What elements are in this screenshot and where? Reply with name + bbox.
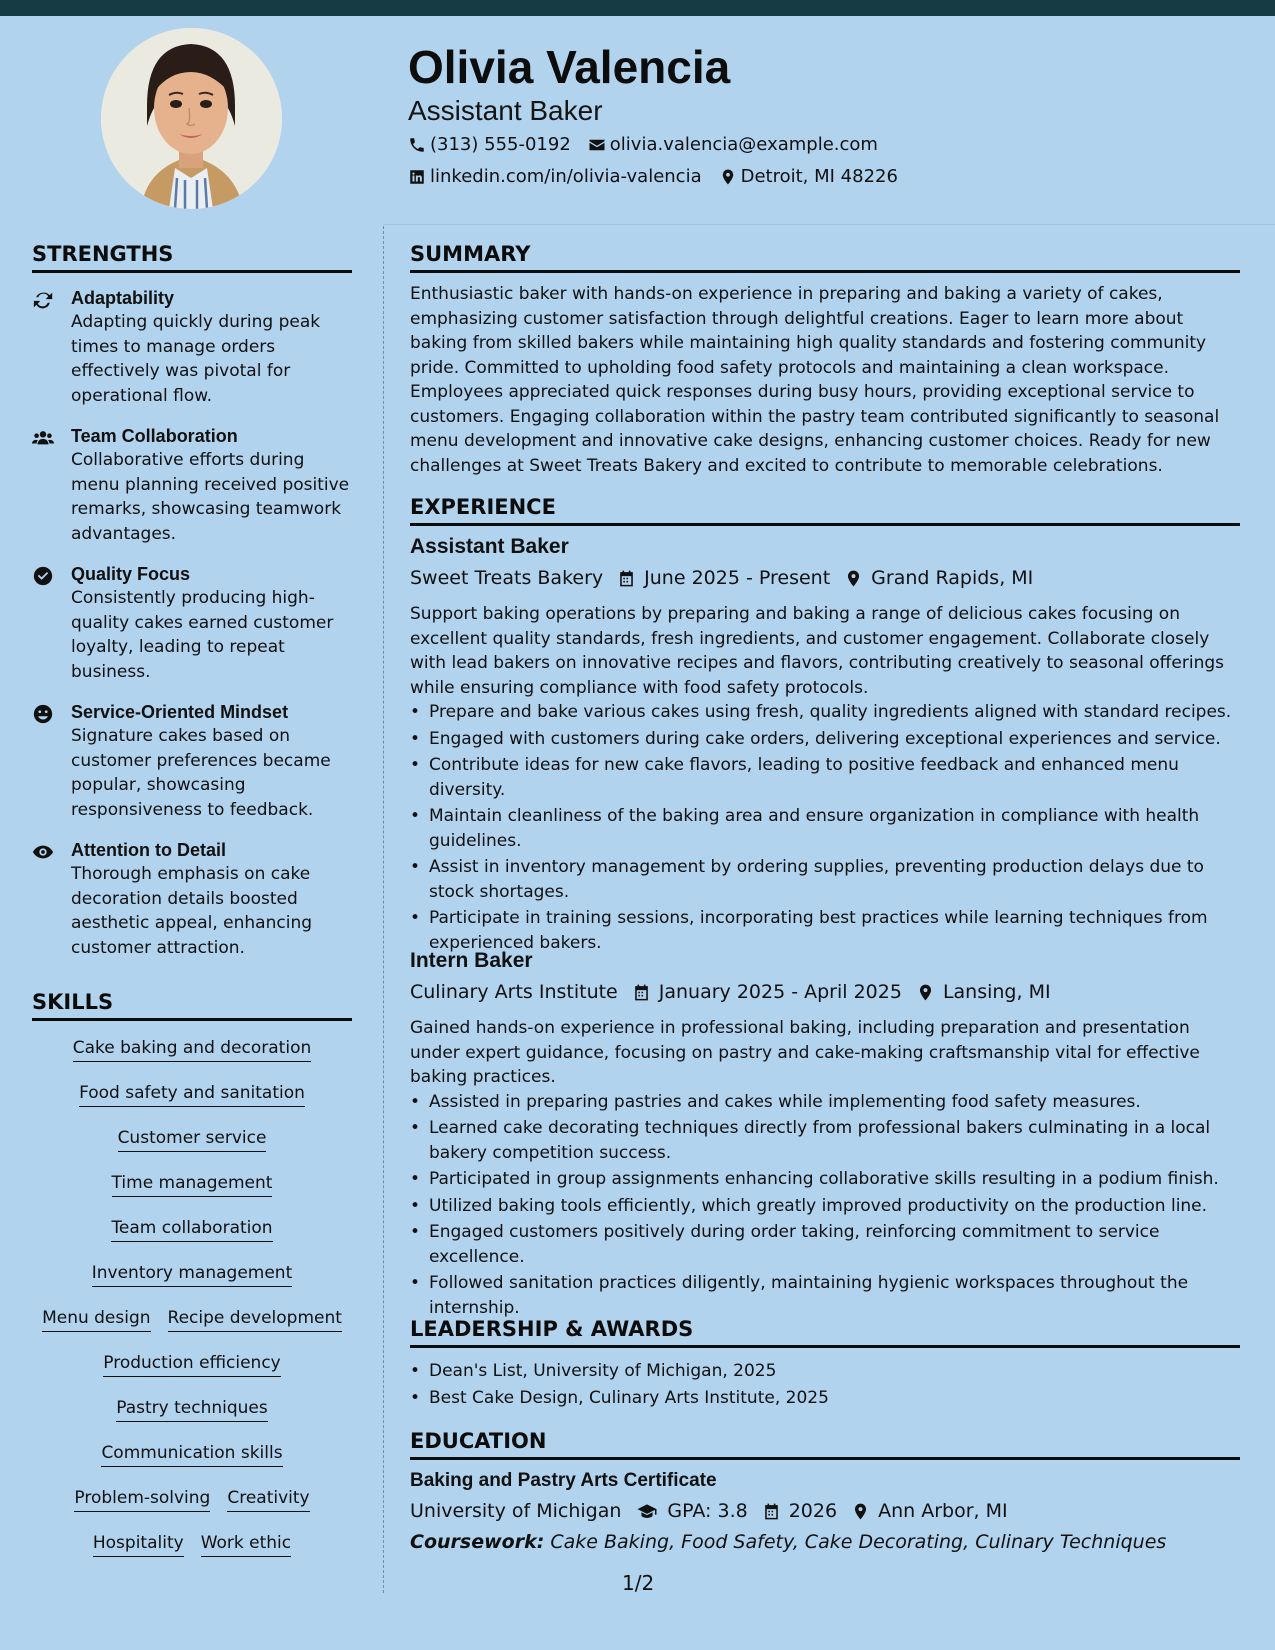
strength-title: Service-Oriented Mindset	[71, 702, 289, 722]
list-item: • Prepare and bake various cakes using fresh, quality ingredients aligned with standard recipes.	[410, 700, 1240, 725]
skill-tag: Pastry techniques	[116, 1396, 268, 1422]
sync-icon	[32, 289, 54, 311]
profile-photo	[101, 28, 282, 209]
strength-item	[32, 700, 352, 822]
job-company: Culinary Arts Institute	[410, 981, 618, 1003]
skill-tag: Recipe development	[168, 1306, 342, 1332]
top-bar	[0, 0, 1275, 16]
users-icon	[32, 427, 54, 449]
job-title: Assistant Baker	[410, 535, 569, 558]
job-bullets	[410, 1090, 1240, 1321]
experience-heading: EXPERIENCE	[410, 495, 1240, 526]
strength-desc: Adapting quickly during peak times to manage orders effectively was pivotal for operational flow.	[71, 312, 321, 406]
gpa: GPA: 3.8	[667, 1500, 748, 1522]
strength-title: Team Collaboration	[71, 426, 238, 446]
skill-tag: Problem-solving	[74, 1486, 210, 1512]
strength-desc: Consistently producing high-quality cakes earned customer loyalty, leading to repeat business.	[71, 588, 334, 682]
skill-tag: Team collaboration	[111, 1216, 272, 1242]
coursework-list: Cake Baking, Food Safety, Cake Decorating, Culinary Techniques	[550, 1531, 1167, 1553]
skills-heading: SKILLS	[32, 990, 352, 1021]
strength-item	[32, 562, 352, 684]
skill-tag: Hospitality	[93, 1531, 184, 1557]
job-description: Support baking operations by preparing and baking a range of delicious cakes focusing on excellent quality standards, fresh ingredients, and customer engagement. Collaborate closely with lead bakers on innovative recipes and flavors, contributing creatively to seasonal offerings while ensuring compliance with food safety protocols.	[410, 604, 1224, 698]
email-text: olivia.valencia@example.com	[609, 134, 878, 155]
skill-tag: Menu design	[42, 1306, 150, 1332]
job-company: Sweet Treats Bakery	[410, 567, 604, 589]
coursework	[410, 1531, 1240, 1553]
job-bullets	[410, 700, 1240, 955]
calendar-icon	[762, 1502, 781, 1521]
graduation-cap-icon	[635, 1502, 659, 1521]
page-number: 1/2	[622, 1571, 655, 1595]
list-item: • Participate in training sessions, incorporating best practices while learning techniques from experienced bakers.	[410, 906, 1240, 955]
degree-title: Baking and Pastry Arts Certificate	[410, 1470, 717, 1491]
candidate-title: Assistant Baker	[408, 95, 603, 126]
summary-heading: SUMMARY	[410, 242, 1240, 273]
map-pin-icon	[719, 168, 737, 186]
contact-linkedin[interactable]	[408, 166, 702, 187]
strength-title: Attention to Detail	[71, 840, 226, 860]
calendar-icon	[632, 983, 651, 1002]
job-location: Lansing, MI	[942, 981, 1051, 1003]
candidate-name: Olivia Valencia	[408, 41, 731, 93]
strength-desc: Thorough emphasis on cake decoration details boosted aesthetic appeal, enhancing customer attraction.	[71, 864, 313, 958]
job-body	[410, 602, 1240, 957]
strength-desc: Signature cakes based on customer preferences became popular, showcasing responsiveness to feedback.	[71, 726, 331, 820]
eye-icon	[32, 841, 54, 863]
list-item: • Engaged customers positively during order taking, reinforcing commitment to service excellence.	[410, 1220, 1240, 1269]
skill-tag: Food safety and sanitation	[79, 1081, 305, 1107]
strengths-heading: STRENGTHS	[32, 242, 352, 273]
contact-phone[interactable]	[408, 134, 571, 155]
school-location: Ann Arbor, MI	[878, 1500, 1008, 1522]
contact-email[interactable]	[588, 134, 878, 155]
job-meta	[410, 567, 1240, 589]
education-heading: EDUCATION	[410, 1429, 1240, 1460]
skill-tag: Work ethic	[201, 1531, 291, 1557]
linkedin-text: linkedin.com/in/olivia-valencia	[430, 166, 702, 187]
list-item: • Utilized baking tools efficiently, which greatly improved productivity on the production line.	[410, 1194, 1240, 1219]
job-meta	[410, 981, 1240, 1003]
map-pin-icon	[844, 569, 863, 588]
contact-row-1	[408, 134, 878, 155]
map-pin-icon	[851, 1502, 870, 1521]
header-divider	[383, 224, 1275, 225]
skill-tag: Creativity	[227, 1486, 309, 1512]
job-description: Gained hands-on experience in professional baking, including preparation and presentation under expert guidance, focusing on pastry and cake-making craftsmanship vital for effective baking practices.	[410, 1018, 1200, 1087]
list-item: • Contribute ideas for new cake flavors, leading to positive feedback and enhanced menu diversity.	[410, 753, 1240, 802]
map-pin-icon	[916, 983, 935, 1002]
job-body	[410, 1016, 1240, 1322]
school-name: University of Michigan	[410, 1500, 622, 1522]
strength-item	[32, 286, 352, 408]
education-meta	[410, 1500, 1240, 1522]
skill-tag: Communication skills	[101, 1441, 282, 1467]
strength-desc: Collaborative efforts during menu planning received positive remarks, showcasing teamwork advantages.	[71, 450, 350, 544]
awards-heading: LEADERSHIP & AWARDS	[410, 1317, 1240, 1348]
skill-tag: Time management	[112, 1171, 273, 1197]
check-circle-icon	[32, 565, 54, 587]
job-dates: January 2025 - April 2025	[658, 981, 902, 1003]
coursework-label: Coursework:	[410, 1531, 545, 1553]
summary-text: Enthusiastic baker with hands-on experience in preparing and baking a variety of cakes, emphasizing customer satisfaction through delightful creations. Eager to learn more about baking from skilled bakers while maintaining high quality standards and fostering community pride. Committed to upholding food safety protocols and maintaining a clean workspace. Employees appreciated quick responses during busy hours, providing exceptional service to customers. Engaging collaboration within the pastry team contributed significantly to seasonal menu development and innovative cake designs, enhancing customer choices. Ready for new challenges at Sweet Treats Bakery and excited to contribute to memorable celebrations.	[410, 284, 1220, 476]
skill-tag: Customer service	[118, 1126, 267, 1152]
location-text: Detroit, MI 48226	[740, 166, 898, 187]
strength-item	[32, 838, 352, 960]
skill-tag: Cake baking and decoration	[73, 1036, 312, 1062]
strength-title: Adaptability	[71, 288, 175, 308]
list-item: • Dean's List, University of Michigan, 2025	[410, 1359, 1240, 1384]
phone-icon	[408, 136, 426, 154]
linkedin-icon	[408, 168, 426, 186]
job-dates: June 2025 - Present	[644, 567, 831, 589]
skill-tag: Production efficiency	[103, 1351, 280, 1377]
list-item: • Best Cake Design, Culinary Arts Institute, 2025	[410, 1386, 1240, 1411]
job-title: Intern Baker	[410, 949, 533, 972]
envelope-icon	[588, 136, 606, 154]
strength-item	[32, 424, 352, 546]
list-item: • Assisted in preparing pastries and cakes while implementing food safety measures.	[410, 1090, 1240, 1115]
strengths-list	[32, 286, 352, 976]
skill-tag: Inventory management	[92, 1261, 292, 1287]
list-item: • Participated in group assignments enhancing collaborative skills resulting in a podium finish.	[410, 1167, 1240, 1192]
list-item: • Maintain cleanliness of the baking area and ensure organization in compliance with health guidelines.	[410, 804, 1240, 853]
column-divider	[383, 226, 384, 1593]
calendar-icon	[617, 569, 636, 588]
graduation-year: 2026	[788, 1500, 838, 1522]
smile-icon	[32, 703, 54, 725]
phone-text: (313) 555-0192	[430, 134, 571, 155]
job-location: Grand Rapids, MI	[871, 567, 1034, 589]
strength-title: Quality Focus	[71, 564, 191, 584]
awards-list	[410, 1359, 1240, 1412]
list-item: • Assist in inventory management by ordering supplies, preventing production delays due to stock shortages.	[410, 855, 1240, 904]
skills-list	[32, 1036, 352, 1576]
contact-location	[719, 166, 898, 187]
contact-row-2	[408, 166, 898, 187]
list-item: • Engaged with customers during cake orders, delivering exceptional experiences and service.	[410, 727, 1240, 752]
list-item: • Learned cake decorating techniques directly from professional bakers culminating in a local bakery competition success.	[410, 1116, 1240, 1165]
list-item: • Followed sanitation practices diligently, maintaining hygienic workspaces throughout the internship.	[410, 1271, 1240, 1320]
